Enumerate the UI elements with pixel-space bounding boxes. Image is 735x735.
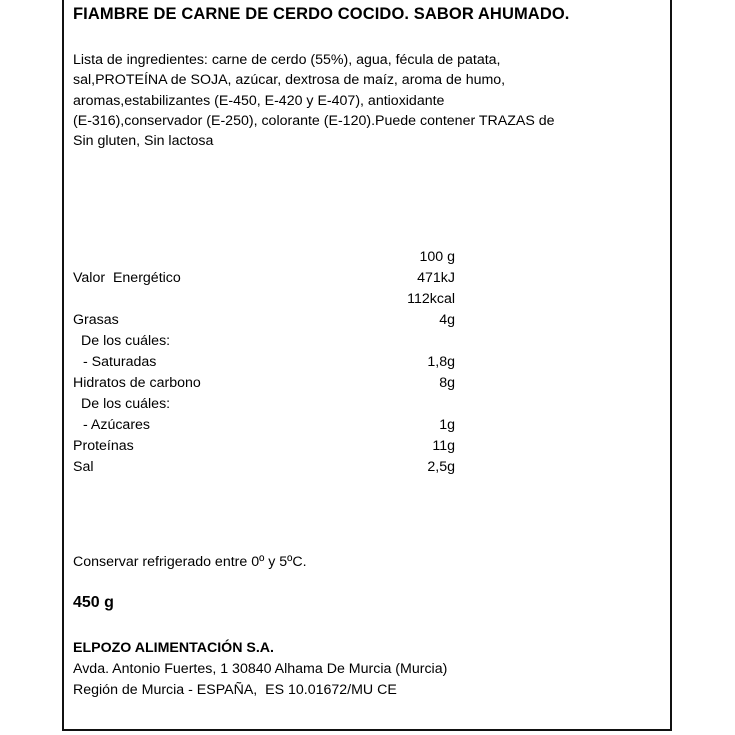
- table-row: [73, 289, 455, 310]
- table-row: [73, 352, 455, 373]
- nutrient-value: 11g: [432, 438, 455, 454]
- storage-instructions: Conservar refrigerado entre 0º y 5ºC.: [73, 554, 307, 570]
- table-row: [73, 331, 455, 352]
- ingredients-line: sal,PROTEÍNA de SOJA, azúcar, dextrosa de maíz, aroma de humo,: [73, 72, 506, 89]
- ingredients-line: aromas,estabilizantes (E-450, E-420 y E-407), antioxidante: [73, 92, 445, 109]
- nutrient-value: 112kcal: [407, 291, 455, 307]
- ingredients-block: [73, 50, 653, 151]
- nutrient-label: - Azúcares: [83, 417, 151, 433]
- nutrition-header-row: [73, 247, 455, 268]
- product-title: FIAMBRE DE CARNE DE CERDO COCIDO. SABOR AHUMADO.: [73, 5, 570, 23]
- table-row: [73, 457, 455, 478]
- table-row: [73, 268, 455, 289]
- table-row: [73, 373, 455, 394]
- nutrition-label-panel: [62, 0, 672, 731]
- nutrient-value: 1,8g: [427, 354, 455, 370]
- ingredients-line: (E-316),conservador (E-250), colorante (E-120).Puede contener TRAZAS de: [73, 112, 555, 129]
- ingredients-line: Lista de ingredientes: carne de cerdo (55%), agua, fécula de patata,: [73, 52, 501, 68]
- nutrient-label: De los cuáles:: [81, 396, 171, 412]
- nutrient-value: 2,5g: [427, 459, 455, 475]
- nutrient-value: 4g: [439, 312, 455, 328]
- table-row: [73, 310, 455, 331]
- manufacturer-block: [73, 638, 633, 701]
- allergen-free-line: Sin gluten, Sin lactosa: [73, 133, 214, 150]
- nutrient-value: 8g: [439, 375, 455, 391]
- table-row: [73, 415, 455, 436]
- nutrient-label: De los cuáles:: [81, 333, 171, 349]
- nutrient-value: 1g: [439, 417, 455, 433]
- nutrient-label: - Saturadas: [83, 354, 157, 370]
- net-weight: 450 g: [73, 594, 114, 611]
- manufacturer-name: ELPOZO ALIMENTACIÓN S.A.: [73, 640, 274, 656]
- nutrient-label: Grasas: [73, 312, 119, 328]
- nutrient-value: 471kJ: [417, 270, 455, 286]
- manufacturer-address-line: Avda. Antonio Fuertes, 1 30840 Alhama De Murcia (Murcia): [73, 661, 448, 677]
- nutrient-label: Proteínas: [73, 438, 134, 454]
- table-row: [73, 394, 455, 415]
- nutrient-label: Hidratos de carbono: [73, 375, 201, 391]
- serving-size-header: 100 g: [419, 249, 455, 265]
- nutrient-label: Valor Energético: [73, 270, 181, 286]
- manufacturer-address-line: Región de Murcia - ESPAÑA, ES 10.01672/MU CE: [73, 682, 397, 698]
- table-row: [73, 436, 455, 457]
- nutrient-label: Sal: [73, 459, 94, 475]
- nutrition-table: [73, 247, 455, 478]
